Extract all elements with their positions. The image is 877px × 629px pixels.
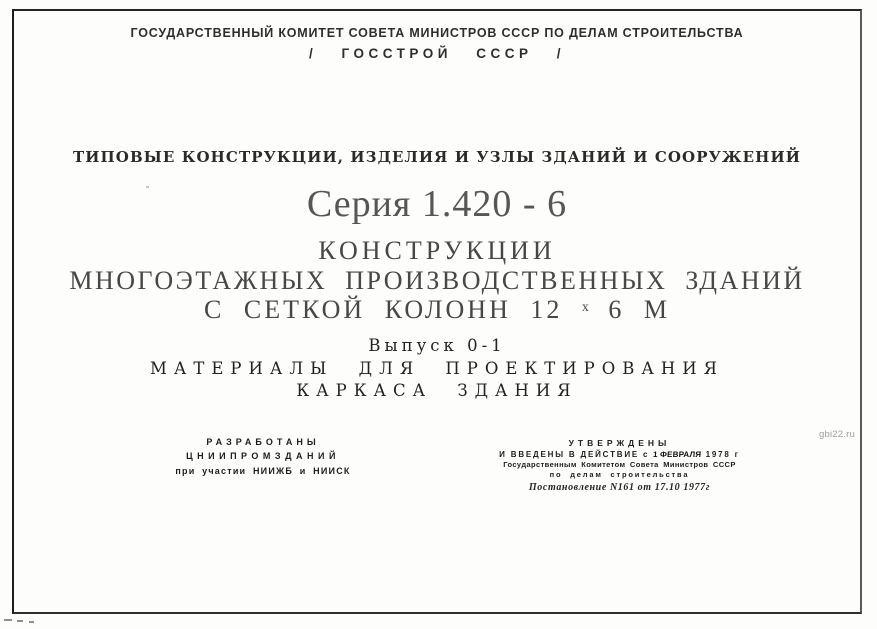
scan-artifact: [29, 621, 34, 623]
approved-effective-line: [472, 450, 767, 459]
scan-artifact: [146, 186, 149, 188]
approved-effective-year: 1978 г: [705, 450, 740, 459]
subtitle-line-1: МАТЕРИАЛЫ ДЛЯ ПРОЕКТИРОВАНИЯ: [149, 359, 724, 378]
issue-number-line: Выпуск 0-1: [368, 336, 506, 355]
title-grid-text: С СЕТКОЙ КОЛОНН 12: [204, 295, 563, 324]
main-title-line-1: КОНСТРУКЦИИ: [318, 236, 556, 265]
header-gosstroy-line: / ГОССТРОЙ СССР /: [309, 46, 565, 61]
approved-effective-text: И ВВЕДЕНЫ В ДЕЙСТВИЕ с: [499, 450, 650, 459]
developed-participants: при участии НИИЖБ и НИИСК: [175, 466, 351, 476]
developed-title: РАЗРАБОТАНЫ: [206, 437, 320, 447]
header-committee-line: ГОСУДАРСТВЕННЫЙ КОМИТЕТ СОВЕТА МИНИСТРОВ СССР ПО ДЕЛАМ СТРОИТЕЛЬСТВА: [130, 25, 744, 41]
approved-authority-line: Государственным Комитетом Совета Министров СССР: [503, 460, 736, 469]
scan-artifact: [4, 619, 12, 621]
approved-authority-line-2: по делам строительства: [549, 470, 690, 479]
approved-by-block: [472, 438, 767, 493]
scan-artifact: [17, 620, 23, 622]
series-title: Серия 1.420 - 6: [306, 183, 568, 225]
developed-by-block: [138, 437, 388, 476]
main-title-line-2: МНОГОЭТАЖНЫХ ПРОИЗВОДСТВЕННЫХ ЗДАНИЙ: [69, 266, 805, 295]
site-watermark: gbi22.ru: [819, 429, 855, 440]
main-title-line-3: [14, 295, 860, 325]
subject-line: ТИПОВЫЕ КОНСТРУКЦИИ, ИЗДЕЛИЯ И УЗЛЫ ЗДАНИЙ И СООРУЖЕНИЙ: [73, 148, 801, 166]
developed-organization: ЦНИИПРОМЗДАНИЙ: [186, 451, 340, 461]
subtitle-line-2: КАРКАСА ЗДАНИЯ: [296, 381, 578, 400]
effective-date-stamp: 1 ФЕВРАЛЯ: [653, 450, 702, 459]
approved-title: УТВЕРЖДЕНЫ: [568, 438, 671, 448]
title-grid-dimension: 6 М: [608, 295, 670, 324]
multiplication-sign: х: [581, 300, 589, 315]
resolution-line: Постановление N161 от 17.10 1977г: [528, 482, 711, 493]
